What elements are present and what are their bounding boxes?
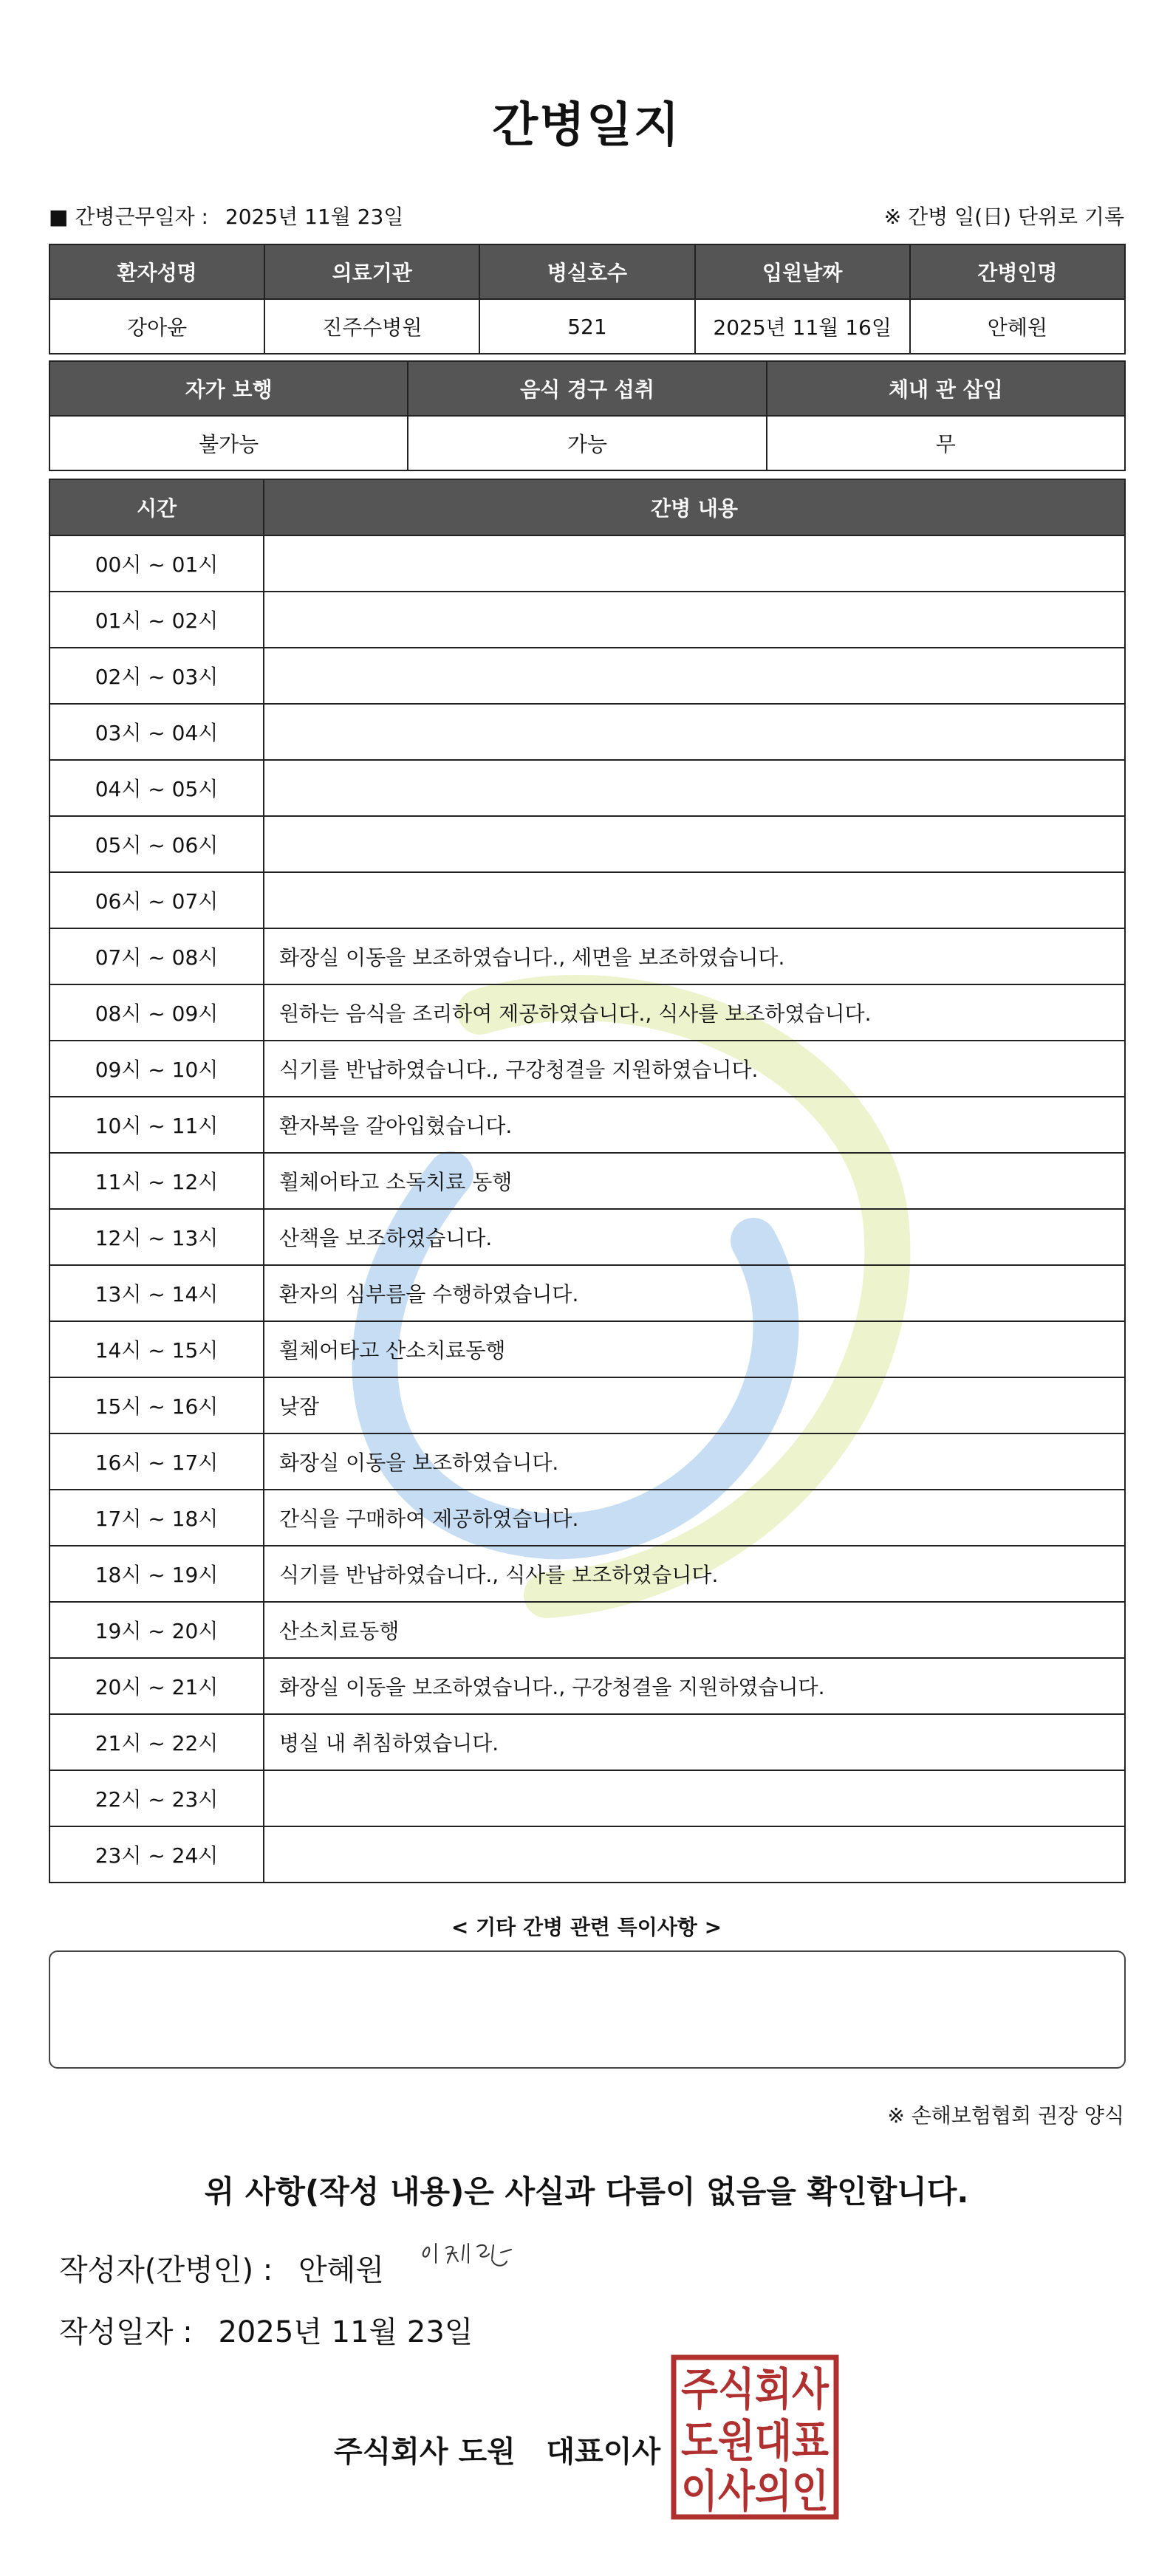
- time-slot: 10시 ~ 11시: [49, 1097, 264, 1153]
- time-slot: 20시 ~ 21시: [49, 1658, 264, 1714]
- admission-date: 2025년 11월 16일: [695, 299, 910, 354]
- table-row: [49, 816, 1125, 872]
- time-slot: 08시 ~ 09시: [49, 984, 264, 1041]
- care-content: 화장실 이동을 보조하였습니다.: [264, 1433, 1125, 1490]
- table-row: [49, 1377, 1125, 1433]
- care-content: 낮잠: [264, 1377, 1125, 1433]
- header-admission-date: 입원날짜: [695, 244, 910, 299]
- care-content: [264, 872, 1125, 928]
- header-hospital: 의료기관: [264, 244, 479, 299]
- time-slot: 09시 ~ 10시: [49, 1041, 264, 1097]
- room-number: 521: [479, 299, 694, 354]
- time-slot: 01시 ~ 02시: [49, 592, 264, 648]
- table-row: [49, 1658, 1125, 1714]
- header-room-number: 병실호수: [479, 244, 694, 299]
- header-caregiver-name: 간병인명: [910, 244, 1125, 299]
- time-slot: 15시 ~ 16시: [49, 1377, 264, 1433]
- care-content: 휠체어타고 산소치료동행: [264, 1321, 1125, 1377]
- table-row: [49, 1602, 1125, 1658]
- self-walking-value: 불가능: [49, 416, 408, 470]
- care-content: 산책을 보조하였습니다.: [264, 1209, 1125, 1265]
- table-row: [49, 760, 1125, 816]
- care-content: 환자복을 갈아입혔습니다.: [264, 1097, 1125, 1153]
- time-slot: 12시 ~ 13시: [49, 1209, 264, 1265]
- time-slot: 23시 ~ 24시: [49, 1826, 264, 1883]
- care-log-rows: [49, 535, 1125, 1883]
- table-row: [49, 1546, 1125, 1602]
- time-slot: 19시 ~ 20시: [49, 1602, 264, 1658]
- date-line: [59, 2309, 473, 2351]
- table-row: [49, 1490, 1125, 1546]
- header-patient-name: 환자성명: [49, 244, 264, 299]
- care-content: 산소치료동행: [264, 1602, 1125, 1658]
- header-care-content: 간병 내용: [264, 479, 1125, 535]
- care-content: [264, 704, 1125, 760]
- time-slot: 02시 ~ 03시: [49, 648, 264, 704]
- time-slot: 03시 ~ 04시: [49, 704, 264, 760]
- format-note: ※ 손해보험협회 권장 양식: [887, 2103, 1124, 2128]
- table-row: [49, 1714, 1125, 1770]
- table-row: [49, 1321, 1125, 1377]
- time-slot: 00시 ~ 01시: [49, 535, 264, 592]
- writer-label: 작성자(간병인) :: [59, 2253, 273, 2287]
- table-row: [49, 1265, 1125, 1321]
- care-content: [264, 816, 1125, 872]
- table-row: [49, 592, 1125, 648]
- time-slot: 13시 ~ 14시: [49, 1265, 264, 1321]
- care-content: 화장실 이동을 보조하였습니다., 구강청결을 지원하였습니다.: [264, 1658, 1125, 1714]
- work-date-label: ■ 간병근무일자 :: [49, 205, 208, 229]
- time-slot: 18시 ~ 19시: [49, 1546, 264, 1602]
- time-slot: 14시 ~ 15시: [49, 1321, 264, 1377]
- company-ceo-line: 주식회사 도원 대표이사: [334, 2435, 661, 2469]
- header-tube-insertion: 체내 관 삽입: [767, 361, 1125, 416]
- patient-name: 강아윤: [49, 299, 264, 354]
- table-row: [49, 1097, 1125, 1153]
- oral-intake-value: 가능: [408, 416, 766, 470]
- svg-text:이사의인: 이사의인: [681, 2466, 829, 2518]
- work-date-value: 2025년 11월 23일: [225, 205, 404, 229]
- writer-name: 안혜원: [298, 2253, 384, 2287]
- table-row: [49, 984, 1125, 1041]
- care-content: [264, 535, 1125, 592]
- handwritten-signature: [418, 2238, 521, 2282]
- time-slot: 11시 ~ 12시: [49, 1153, 264, 1209]
- care-content: 간식을 구매하여 제공하였습니다.: [264, 1490, 1125, 1546]
- header-oral-intake: 음식 경구 섭취: [408, 361, 766, 416]
- time-slot: 06시 ~ 07시: [49, 872, 264, 928]
- care-log-table: [49, 479, 1126, 1883]
- table-row: [49, 1826, 1125, 1883]
- document-title: 간병일지: [492, 98, 681, 153]
- time-slot: 22시 ~ 23시: [49, 1770, 264, 1826]
- care-content: 휠체어타고 소독치료 동행: [264, 1153, 1125, 1209]
- care-content: [264, 760, 1125, 816]
- svg-text:주식회사: 주식회사: [681, 2364, 830, 2416]
- hospital-name: 진주수병원: [264, 299, 479, 354]
- time-slot: 04시 ~ 05시: [49, 760, 264, 816]
- care-content: [264, 1770, 1125, 1826]
- company-seal: [671, 2354, 839, 2520]
- care-content: [264, 648, 1125, 704]
- time-slot: 21시 ~ 22시: [49, 1714, 264, 1770]
- table-row: [49, 1153, 1125, 1209]
- table-row: [49, 535, 1125, 592]
- care-content: 원하는 음식을 조리하여 제공하였습니다., 식사를 보조하였습니다.: [264, 984, 1125, 1041]
- table-row: [49, 928, 1125, 984]
- time-slot: 16시 ~ 17시: [49, 1433, 264, 1490]
- care-content: 식기를 반납하였습니다., 구강청결을 지원하였습니다.: [264, 1041, 1125, 1097]
- table-row: [49, 648, 1125, 704]
- date-label: 작성일자 :: [59, 2315, 193, 2349]
- patient-status-table: [49, 360, 1126, 471]
- table-row: [49, 704, 1125, 760]
- caregiver-name: 안혜원: [910, 299, 1125, 354]
- table-row: [49, 1433, 1125, 1490]
- care-content: 병실 내 취침하였습니다.: [264, 1714, 1125, 1770]
- table-row: [49, 1209, 1125, 1265]
- care-content: [264, 1826, 1125, 1883]
- care-content: 화장실 이동을 보조하였습니다., 세면을 보조하였습니다.: [264, 928, 1125, 984]
- notes-section-title: < 기타 간병 관련 특이사항 >: [451, 1915, 722, 1939]
- time-slot: 05시 ~ 06시: [49, 816, 264, 872]
- care-content: 환자의 심부름을 수행하였습니다.: [264, 1265, 1125, 1321]
- svg-text:도원대표: 도원대표: [681, 2416, 830, 2467]
- time-slot: 17시 ~ 18시: [49, 1490, 264, 1546]
- table-row: [49, 1770, 1125, 1826]
- notes-box: [49, 1950, 1126, 2069]
- table-row: [49, 872, 1125, 928]
- writer-line: [59, 2247, 384, 2289]
- table-row: [49, 1041, 1125, 1097]
- date-value: 2025년 11월 23일: [218, 2315, 473, 2349]
- confirmation-statement: 위 사항(작성 내용)은 사실과 다름이 없음을 확인합니다.: [204, 2174, 969, 2210]
- care-content: [264, 592, 1125, 648]
- header-self-walking: 자가 보행: [49, 361, 408, 416]
- work-date-line: [49, 201, 403, 230]
- patient-info-table: [49, 244, 1126, 354]
- tube-insertion-value: 무: [767, 416, 1125, 470]
- time-slot: 07시 ~ 08시: [49, 928, 264, 984]
- header-time: 시간: [49, 479, 264, 535]
- record-unit-note: ※ 간병 일(日) 단위로 기록: [883, 205, 1124, 229]
- care-content: 식기를 반납하였습니다., 식사를 보조하였습니다.: [264, 1546, 1125, 1602]
